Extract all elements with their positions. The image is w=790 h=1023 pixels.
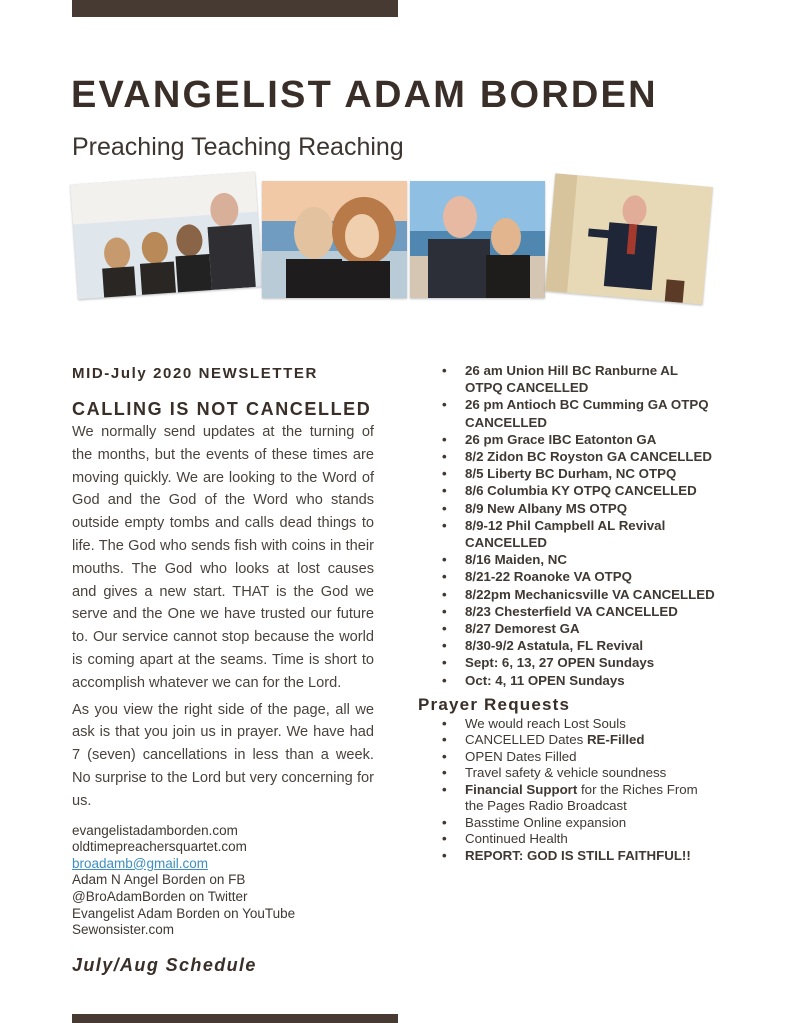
schedule-list	[418, 362, 718, 689]
sewonsister-link[interactable]: Sewonsister.com	[72, 922, 175, 938]
youtube-channel: Evangelist Adam Borden on YouTube	[72, 905, 296, 921]
schedule-item: • Sept: 6, 13, 27 OPEN Sundays	[418, 654, 718, 671]
family-photo	[70, 172, 263, 300]
prayer-item: • Travel safety & vehicle soundness	[418, 765, 718, 782]
schedule-item: • 8/9-12 Phil Campbell AL Revival CANCELLED	[418, 517, 718, 551]
contact-list	[72, 823, 374, 939]
page-subtitle: Preaching Teaching Reaching	[72, 133, 404, 161]
preaching-photo	[545, 173, 713, 304]
bottom-decorative-bar	[72, 1014, 398, 1023]
prayer-item: • REPORT: GOD IS STILL FAITHFUL!!	[418, 848, 718, 865]
schedule-item: • 26 pm Antioch BC Cumming GA OTPQ CANCELLED	[418, 396, 718, 430]
facebook-handle: Adam N Angel Borden on FB	[72, 872, 246, 888]
website-link[interactable]: evangelistadamborden.com	[72, 822, 238, 838]
newsletter-heading: MID-July 2020 NEWSLETTER	[72, 365, 318, 382]
prayer-item: • CANCELLED Dates RE-Filled	[418, 732, 718, 749]
email-link[interactable]: broadamb@gmail.com	[72, 855, 209, 871]
right-column	[418, 362, 718, 864]
schedule-item: • 26 am Union Hill BC Ranburne AL OTPQ CANCELLED	[418, 362, 718, 396]
schedule-item: • 26 pm Grace IBC Eatonton GA	[418, 431, 718, 448]
intro-paragraph: We normally send updates at the turning of the months, but the events of these times are moving quickly. We are looking to the Word of God and the God of the Word who stands outside empty tombs and calls dead things to life. The God who sends fish with coins in their mouths. The God who looks at lost causes and gives a new start. THAT is the God we serve and the One we have trusted our future to. Our service cannot stop because the world is coming apart at the seams. Time is short to accomplish whatever we can for the Lord.	[72, 424, 374, 691]
prayer-request-paragraph: As you view the right side of the page, all we ask is that you join us in prayer. We have had 7 (seven) cancellations in less than a week. No surprise to the Lord but very concerning for us.	[72, 701, 374, 809]
schedule-item: • Oct: 4, 11 OPEN Sundays	[418, 672, 718, 689]
schedule-item: • 8/27 Demorest GA	[418, 620, 718, 637]
schedule-item: • 8/2 Zidon BC Royston GA CANCELLED	[418, 448, 718, 465]
schedule-item: • 8/6 Columbia KY OTPQ CANCELLED	[418, 482, 718, 499]
prayer-item: • We would reach Lost Souls	[418, 716, 718, 733]
couple-beach-photo	[410, 181, 545, 298]
schedule-item: • 8/16 Maiden, NC	[418, 551, 718, 568]
prayer-item: • Financial Support for the Riches From the Pages Radio Broadcast	[418, 782, 718, 815]
prayer-requests-heading: Prayer Requests	[418, 694, 571, 714]
section-heading: CALLING IS NOT CANCELLED	[72, 399, 372, 419]
twitter-handle: @BroAdamBorden on Twitter	[72, 888, 248, 904]
schedule-item: • 8/23 Chesterfield VA CANCELLED	[418, 603, 718, 620]
quartet-website-link[interactable]: oldtimepreachersquartet.com	[72, 839, 247, 855]
schedule-item: • 8/5 Liberty BC Durham, NC OTPQ	[418, 465, 718, 482]
top-decorative-bar	[72, 0, 398, 17]
schedule-item: • 8/21-22 Roanoke VA OTPQ	[418, 568, 718, 585]
prayer-item: • OPEN Dates Filled	[418, 749, 718, 766]
schedule-item: • 8/22pm Mechanicsville VA CANCELLED	[418, 586, 718, 603]
schedule-heading: July/Aug Schedule	[72, 954, 257, 975]
prayer-item: • Basstime Online expansion	[418, 815, 718, 832]
prayer-list	[418, 716, 718, 865]
page-title: EVANGELIST ADAM BORDEN	[71, 74, 658, 116]
prayer-item: • Continued Health	[418, 831, 718, 848]
schedule-item: • 8/30-9/2 Astatula, FL Revival	[418, 637, 718, 654]
schedule-item: • 8/9 New Albany MS OTPQ	[418, 500, 718, 517]
daughters-beach-photo	[262, 181, 407, 298]
left-column	[72, 365, 374, 976]
